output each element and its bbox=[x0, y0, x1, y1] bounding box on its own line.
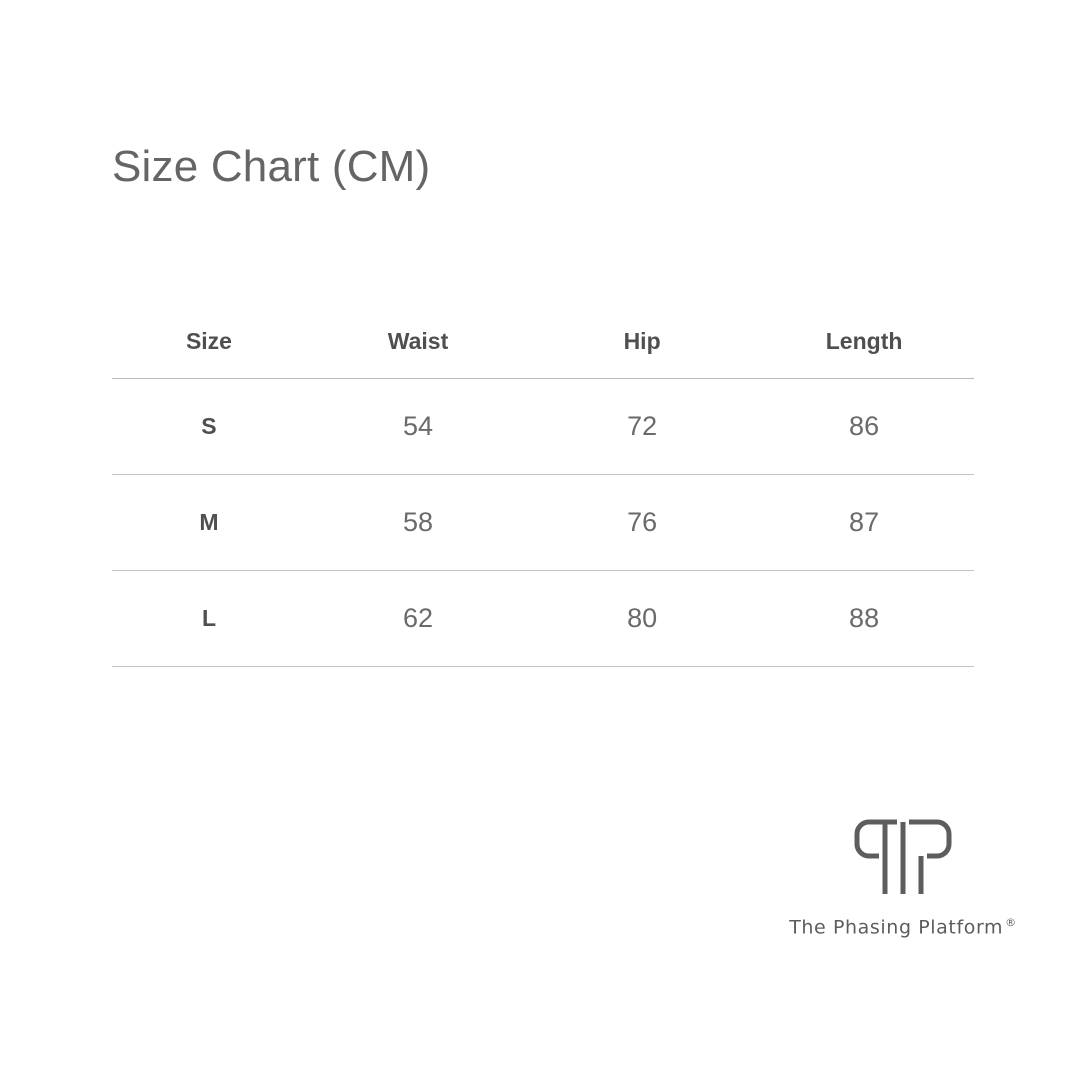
table-row bbox=[112, 475, 974, 571]
cell-waist: 62 bbox=[306, 571, 530, 667]
brand-name bbox=[789, 916, 1017, 938]
column-header-waist: Waist bbox=[306, 304, 530, 379]
table-row bbox=[112, 571, 974, 667]
table-row bbox=[112, 379, 974, 475]
cell-hip: 76 bbox=[530, 475, 754, 571]
column-header-hip: Hip bbox=[530, 304, 754, 379]
table-header-row bbox=[112, 304, 974, 379]
registered-mark: ® bbox=[1005, 915, 1017, 929]
cell-waist: 58 bbox=[306, 475, 530, 571]
cell-size: M bbox=[112, 475, 306, 571]
cell-waist: 54 bbox=[306, 379, 530, 475]
brand-name-text: The Phasing Platform bbox=[789, 916, 1004, 938]
size-chart-table-wrapper bbox=[112, 304, 974, 667]
brand-block bbox=[788, 816, 1018, 938]
cell-length: 86 bbox=[754, 379, 974, 475]
cell-hip: 80 bbox=[530, 571, 754, 667]
cell-length: 87 bbox=[754, 475, 974, 571]
phasing-platform-logo-icon bbox=[851, 816, 955, 900]
column-header-size: Size bbox=[112, 304, 306, 379]
cell-size: S bbox=[112, 379, 306, 475]
cell-length: 88 bbox=[754, 571, 974, 667]
size-chart-table bbox=[112, 304, 974, 667]
table-body bbox=[112, 379, 974, 667]
cell-size: L bbox=[112, 571, 306, 667]
table-header bbox=[112, 304, 974, 379]
cell-hip: 72 bbox=[530, 379, 754, 475]
column-header-length: Length bbox=[754, 304, 974, 379]
page-title: Size Chart (CM) bbox=[112, 142, 431, 191]
